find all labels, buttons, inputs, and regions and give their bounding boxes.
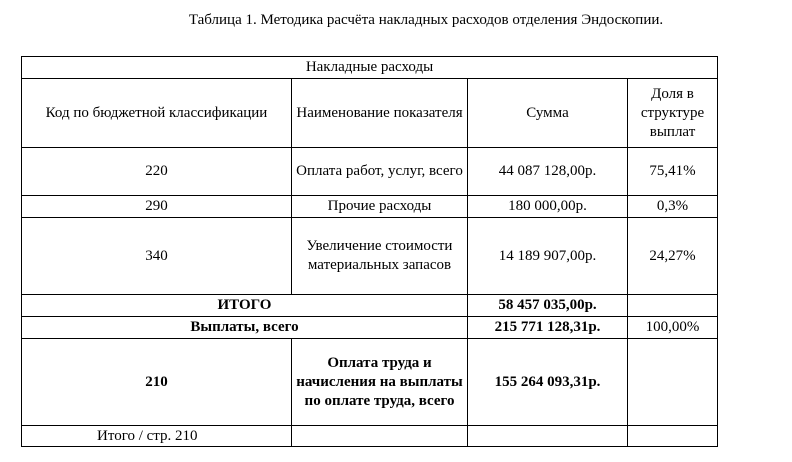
table-row <box>22 196 718 218</box>
total-row <box>22 295 718 317</box>
cell-code: 340 <box>22 218 292 295</box>
cell-code: 220 <box>22 148 292 196</box>
footer-empty-share <box>628 426 718 447</box>
cell-share: 24,27% <box>628 218 718 295</box>
footer-empty-sum <box>468 426 628 447</box>
wages-row <box>22 339 718 426</box>
header-name: Наименование показателя <box>292 79 468 148</box>
cell-name: Оплата работ, услуг, всего <box>292 148 468 196</box>
group-header: Накладные расходы <box>22 57 718 79</box>
cell-name: Увеличение стоимости материальных запасов <box>292 218 468 295</box>
cell-sum: 14 189 907,00р. <box>468 218 628 295</box>
footer-empty-name <box>292 426 468 447</box>
header-sum: Сумма <box>468 79 628 148</box>
header-code: Код по бюджетной классификации <box>22 79 292 148</box>
wages-sum: 155 264 093,31р. <box>468 339 628 426</box>
group-header-row <box>22 57 718 79</box>
table-row <box>22 218 718 295</box>
cell-share: 0,3% <box>628 196 718 218</box>
cell-sum: 44 087 128,00р. <box>468 148 628 196</box>
header-share: Доля в структуре выплат <box>628 79 718 148</box>
cell-name: Прочие расходы <box>292 196 468 218</box>
total-share <box>628 295 718 317</box>
cell-code: 290 <box>22 196 292 218</box>
total-sum: 58 457 035,00р. <box>468 295 628 317</box>
wages-name: Оплата труда и начисления на выплаты по оплате труда, всего <box>292 339 468 426</box>
overhead-table <box>21 56 718 447</box>
cell-sum: 180 000,00р. <box>468 196 628 218</box>
wages-share <box>628 339 718 426</box>
table-caption: Таблица 1. Методика расчёта накладных расходов отделения Эндоскопии. <box>188 12 664 28</box>
cell-share: 75,41% <box>628 148 718 196</box>
payments-row <box>22 317 718 339</box>
footer-label: Итого / стр. 210 <box>22 426 292 447</box>
wages-code: 210 <box>22 339 292 426</box>
payments-share: 100,00% <box>628 317 718 339</box>
table-row <box>22 148 718 196</box>
payments-sum: 215 771 128,31р. <box>468 317 628 339</box>
total-label: ИТОГО <box>22 295 468 317</box>
footer-row <box>22 426 718 447</box>
header-row <box>22 79 718 148</box>
payments-label: Выплаты, всего <box>22 317 468 339</box>
